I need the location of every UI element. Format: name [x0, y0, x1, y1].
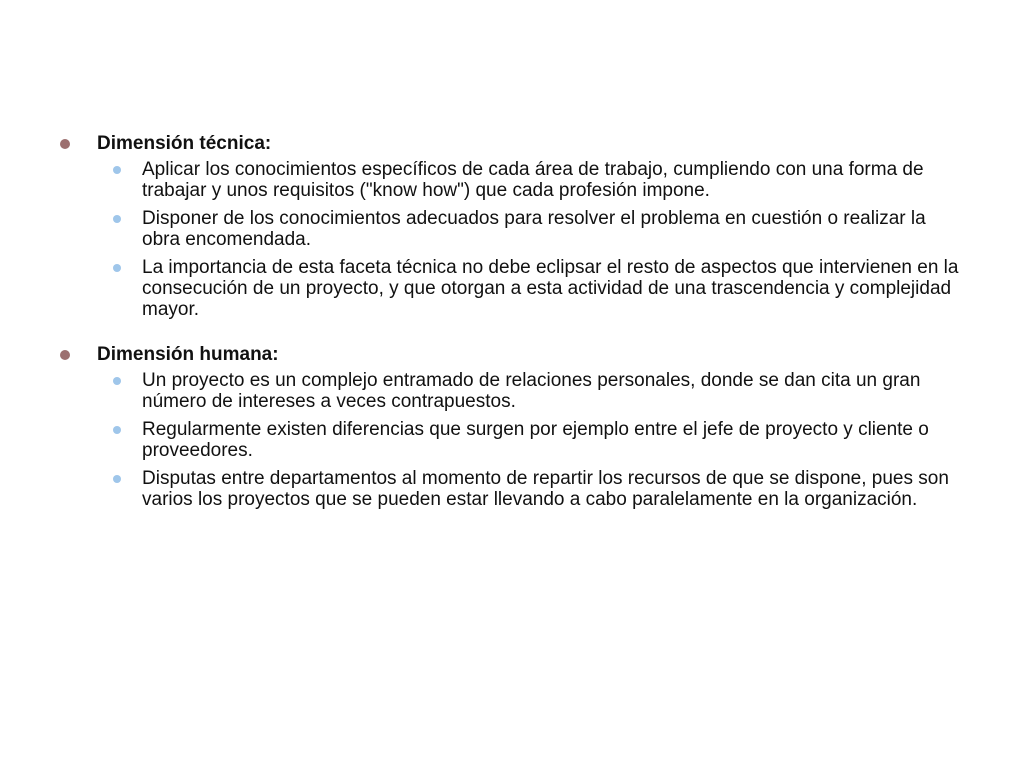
sub-bullet-dot-icon [113, 377, 121, 385]
slide-content [58, 133, 963, 517]
section-heading-text: Dimensión técnica: [97, 133, 272, 154]
sub-bullet-dot-icon [113, 264, 121, 272]
sub-bullet-dot-icon [113, 166, 121, 174]
bullet-text: La importancia de esta faceta técnica no debe eclipsar el resto de aspectos que intervienen en la consecución de un proyecto, y que otorgan a esta actividad de una trascendencia y complejidad mayor. [142, 257, 959, 320]
bullet-list [58, 370, 963, 510]
bullet-item [58, 257, 963, 320]
sub-bullet-dot-icon [113, 475, 121, 483]
bullet-list [58, 159, 963, 320]
section-human [58, 344, 963, 510]
bullet-text: Regularmente existen diferencias que surgen por ejemplo entre el jefe de proyecto y cliente o proveedores. [142, 419, 929, 461]
bullet-text: Disputas entre departamentos al momento de repartir los recursos de que se dispone, pues son varios los proyectos que se pueden estar llevando a cabo paralelamente en la organización. [142, 468, 949, 510]
main-bullet-dot-icon [60, 350, 70, 360]
section-heading [58, 133, 963, 155]
bullet-item [58, 208, 963, 250]
section-technical [58, 133, 963, 320]
bullet-item [58, 468, 963, 510]
bullet-item [58, 370, 963, 412]
bullet-item [58, 419, 963, 461]
bullet-text: Disponer de los conocimientos adecuados para resolver el problema en cuestión o realizar la obra encomendada. [142, 208, 926, 250]
sub-bullet-dot-icon [113, 215, 121, 223]
section-heading [58, 344, 963, 366]
sub-bullet-dot-icon [113, 426, 121, 434]
bullet-text: Un proyecto es un complejo entramado de relaciones personales, donde se dan cita un gran número de intereses a veces contrapuestos. [142, 370, 921, 412]
bullet-item [58, 159, 963, 201]
bullet-text: Aplicar los conocimientos específicos de cada área de trabajo, cumpliendo con una forma de trabajar y unos requisitos ("know how") que cada profesión impone. [142, 159, 924, 201]
section-heading-text: Dimensión humana: [97, 344, 279, 365]
main-bullet-dot-icon [60, 139, 70, 149]
